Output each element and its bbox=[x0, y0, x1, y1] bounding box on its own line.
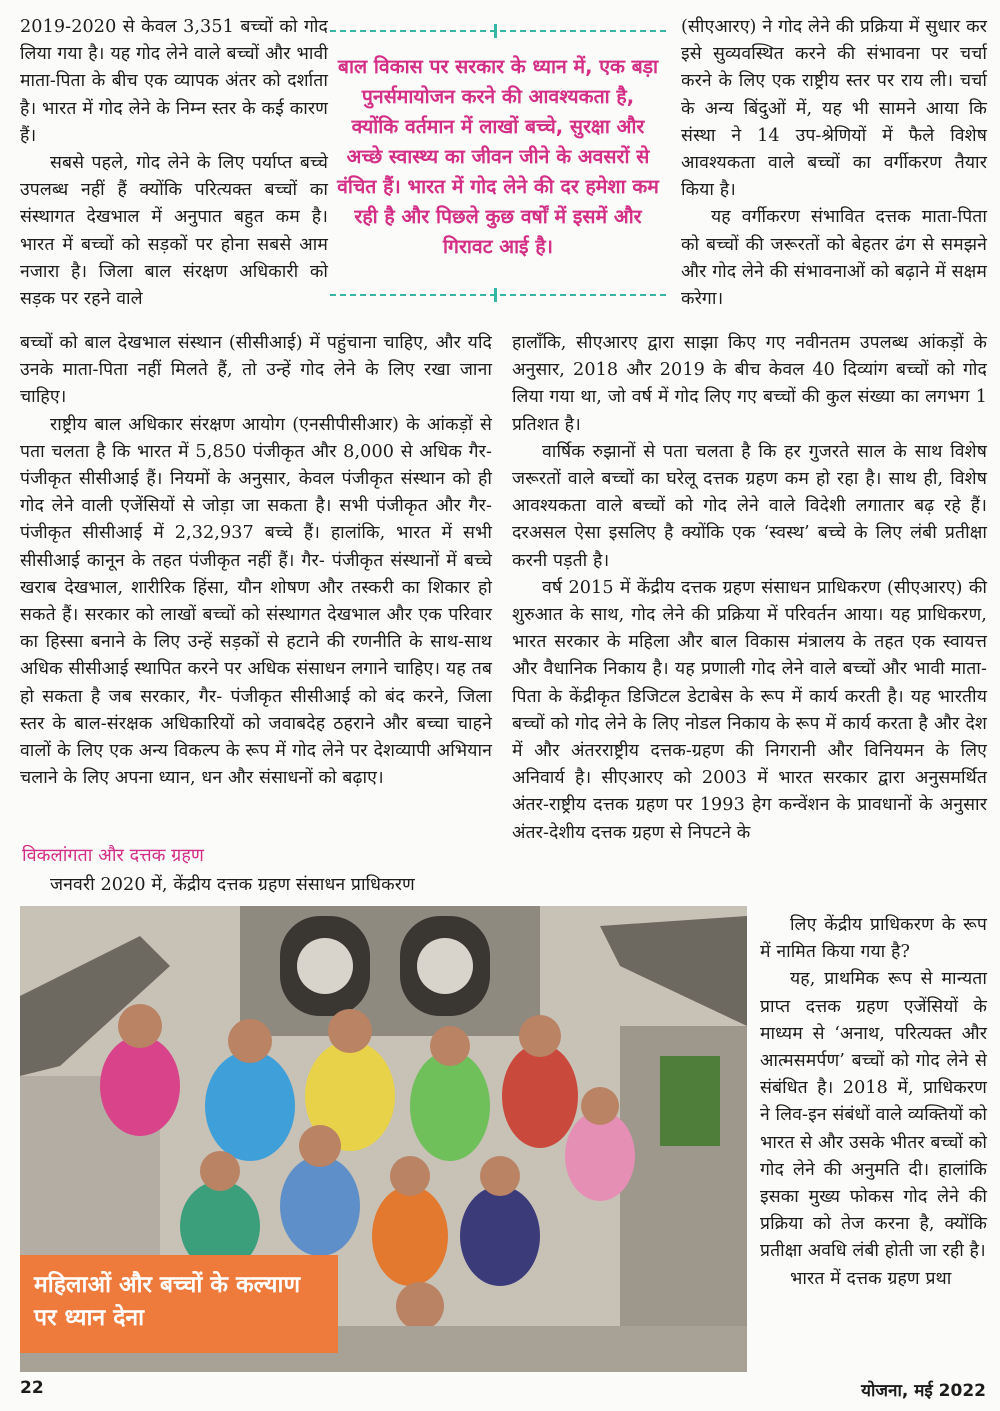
left-column-text bbox=[20, 330, 492, 792]
paragraph: बच्चों को बाल देखभाल संस्थान (सीसीआई) में पहुंचाना चाहिए, और यदि उनके माता-पिता नहीं मिलते हैं, तो उन्हें गोद लेने के लिए रखा जाना चाहिए। bbox=[20, 333, 492, 408]
paragraph: राष्ट्रीय बाल अधिकार संरक्षण आयोग (एनसीपीसीआर) के आंकड़ों से पता चलता है कि भारत में 5,850 पंजीकृत और 8,000 से अधिक गैर-पंजीकृत सीसीआई हैं। नियमों के अनुसार, केवल पंजीकृत संस्थान को ही गोद लेने वाली एजेंसियों से जोड़ा जा सकता है। सभी पंजीकृत और गैर-पंजीकृत सीसीआई में 2,32,937 बच्चे हैं। हालांकि, भारत में सभी सीसीआई कानून के तहत पंजीकृत नहीं हैं। गैर- पंजीकृत संस्थानों में बच्चे खराब देखभाल, शारीरिक हिंसा, यौन शोषण और तस्करी का शिकार हो सकते हैं। सरकार को लाखों बच्चों को संस्थागत देखभाल और एक परिवार का हिस्सा बनाने के लिए उन्हें सड़कों से हटाने की रणनीति के साथ-साथ अधिक सीसीआई स्थापित करने पर अधिक संसाधन लगाने चाहिए। यह तब हो सकता है जब सरकार, गैर- पंजीकृत सीसीआई को बंद करने, जिला स्तर के बाल-संरक्षक अधिकारियों को जवाबदेह ठहराने और बच्चा चाहने वालों के लिए एक अन्य विकल्प के रूप में गोद लेने पर देशव्यापी अभियान चलाने के लिए अपना ध्यान, धन और संसाधनों को बढ़ाए। bbox=[20, 414, 492, 789]
children-group-photo bbox=[20, 906, 747, 1372]
page-number: 22 bbox=[20, 1378, 44, 1398]
paragraph: यह, प्राथमिक रूप से मान्यता प्राप्त दत्तक ग्रहण एजेंसियों के माध्यम से ‘अनाथ, परित्यक्त और आत्मसमर्पण’ बच्चों को गोद लेने से संबंधित है। 2018 में, प्राधिकरण ने लिव-इन संबंधों वाले व्यक्तियों को भारत से और उसके भीतर बच्चों को गोद लेने की अनुमति दी। हालांकि इसका मुख्य फोकस गोद लेने की प्रक्रिया को तेज करना है, क्योंकि प्रतीक्षा अवधि लंबी होती जा रही है। bbox=[760, 969, 987, 1262]
paragraph: लिए केंद्रीय प्राधिकरण के रूप में नामित किया गया है? bbox=[760, 915, 987, 963]
section-heading: विकलांगता और दत्तक ग्रहण bbox=[22, 845, 204, 866]
paragraph: वार्षिक रुझानों से पता चलता है कि हर गुजरते साल के साथ विशेष जरूरतों वाले बच्चों का घरेलू दत्तक ग्रहण कम हो रहा है। साथ ही, विशेष आवश्यकता वाले बच्चों को गोद लेने वाले विदेशी लगातार बढ़ रहे हैं। दरअसल ऐसा इसलिए है क्योंकि एक ‘स्वस्थ’ बच्चे के लिए लंबी प्रतीक्षा करनी पड़ती है। bbox=[512, 441, 987, 571]
column-3-text bbox=[681, 14, 987, 313]
column-1-text bbox=[20, 14, 328, 313]
paragraph: 2019-2020 से केवल 3,351 बच्चों को गोद लिया गया है। यह गोद लेने वाले बच्चों और भावी माता-पिता के बीच एक व्यापक अंतर को दर्शाता है। भारत में गोद लेने के निम्न स्तर के कई कारण हैं। bbox=[20, 17, 328, 146]
paragraph: हालाँकि, सीएआरए द्वारा साझा किए गए नवीनतम उपलब्ध आंकड़ों के अनुसार, 2018 और 2019 के बीच केवल 40 दिव्यांग बच्चों को गोद लिया गया था, जो वर्ष में गोद लिए गए बच्चों की कुल संख्या का लगभग 1 प्रतिशत है। bbox=[512, 333, 987, 435]
pull-quote-text: बाल विकास पर सरकार के ध्यान में, एक बड़ा पुनर्समायोजन करने की आवश्यकता है, क्योंकि वर्तमान में लाखों बच्चे, सुरक्षा और अच्छे स्वास्थ्य का जीवन जीने के अवसरों से वंचित हैं। भारत में गोद लेने की दर हमेशा कम रही है और पिछले कुछ वर्षों में इसमें और गिरावट आई है। bbox=[337, 55, 659, 258]
left-column-continued bbox=[20, 872, 492, 899]
paragraph: सबसे पहले, गोद लेने के लिए पर्याप्त बच्चे उपलब्ध नहीं हैं क्योंकि परित्यक्त बच्चों का संस्थागत देखभाल में अनुपात बहुत कम है। भारत में बच्चों को सड़कों पर होना सबसे आम नजारा है। जिला बाल संरक्षण अधिकारी को सड़क पर रहने वाले bbox=[20, 153, 328, 310]
column-3-bottom-text bbox=[760, 912, 987, 1293]
paragraph: जनवरी 2020 में, केंद्रीय दत्तक ग्रहण संसाधन प्राधिकरण bbox=[50, 875, 415, 895]
pull-quote bbox=[330, 30, 666, 296]
right-column-text bbox=[512, 330, 987, 847]
photo-caption: महिलाओं और बच्चों के कल्याण पर ध्यान देना bbox=[20, 1255, 338, 1353]
paragraph: वर्ष 2015 में केंद्रीय दत्तक ग्रहण संसाधन प्राधिकरण (सीएआरए) की शुरुआत के साथ, गोद लेने की प्रक्रिया में परिवर्तन आया। यह प्राधिकरण, भारत सरकार के महिला और बाल विकास मंत्रालय के तहत एक स्वायत्त और वैधानिक निकाय है। यह प्रणाली गोद लेने वाले बच्चों और भावी माता-पिता के केंद्रीकृत डिजिटल डेटाबेस के रूप में कार्य करती है। यह भारतीय बच्चों को गोद लेने के लिए नोडल निकाय के रूप में कार्य करता है और देश में और अंतरराष्ट्रीय दत्तक-ग्रहण की निगरानी और विनियमन के लिए अनिवार्य है। सीएआरए को 2003 में भारत सरकार द्वारा अनुसमर्थित अंतर-राष्ट्रीय दत्तक ग्रहण पर 1993 हेग कन्वेंशन के प्रावधानों के अनुसार अंतर-देशीय दत्तक ग्रहण से निपटने के bbox=[512, 577, 987, 843]
magazine-issue: योजना, मई 2022 bbox=[861, 1381, 986, 1401]
quote-divider bbox=[494, 24, 497, 38]
paragraph: भारत में दत्तक ग्रहण प्रथा bbox=[790, 1268, 952, 1289]
paragraph: (सीएआरए) ने गोद लेने की प्रक्रिया में सुधार कर इसे सुव्यवस्थित करने की संभावना पर चर्चा करने के लिए एक राष्ट्रीय स्तर पर राय ली। चर्चा के अन्य बिंदुओं में, यह भी सामने आया कि संस्था ने 14 उप-श्रेणियों में फैले विशेष आवश्यकता वाले बच्चों का वर्गीकरण तैयार किया है। bbox=[681, 17, 987, 201]
paragraph: यह वर्गीकरण संभावित दत्तक माता-पिता को बच्चों की जरूरतों को बेहतर ढंग से समझने और गोद लेने की संभावनाओं को बढ़ाने में सक्षम करेगा। bbox=[681, 207, 987, 310]
quote-divider bbox=[494, 288, 497, 302]
